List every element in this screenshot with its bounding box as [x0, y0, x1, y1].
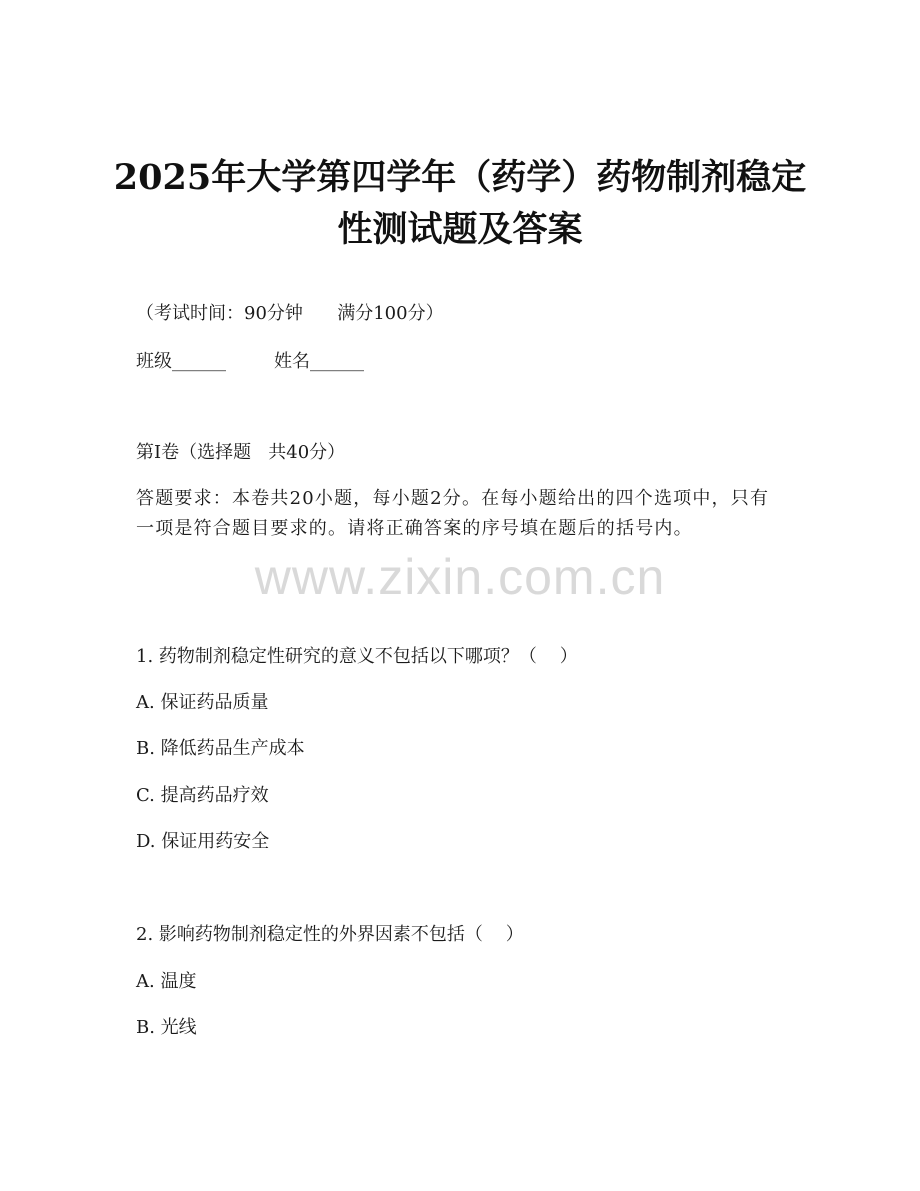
- instructions: 答题要求：本卷共20小题，每小题2分。在每小题给出的四个选项中，只有一项是符合题目要求的。请将正确答案的序号填在题后的括号内。: [136, 488, 770, 539]
- name-field-label: 姓名______: [274, 351, 364, 372]
- class-field-label: 班级______: [136, 351, 226, 372]
- title-line-1: 2025年大学第四学年（药学）药物制剂稳定: [113, 157, 807, 198]
- question-1-option-c: C. 提高药品疗效: [136, 785, 269, 806]
- question-1-stem: 1. 药物制剂稳定性研究的意义不包括以下哪项？（ ）: [136, 646, 578, 667]
- document-title: [60, 152, 860, 256]
- exam-info: （考试时间：90分钟 满分100分）: [136, 303, 444, 324]
- question-1-option-b: B. 降低药品生产成本: [136, 738, 305, 759]
- watermark: www.zixin.com.cn: [254, 549, 666, 605]
- question-2-stem: 2. 影响药物制剂稳定性的外界因素不包括（ ）: [136, 924, 524, 945]
- question-2-option-a: A. 温度: [136, 971, 197, 992]
- section-title: 第I卷（选择题 共40分）: [136, 442, 346, 463]
- question-1-option-a: A. 保证药品质量: [136, 692, 269, 713]
- title-line-2: 性测试题及答案: [337, 209, 583, 250]
- question-1-option-d: D. 保证用药安全: [136, 831, 270, 852]
- student-info-row: [136, 350, 364, 374]
- question-2-option-b: B. 光线: [136, 1017, 197, 1038]
